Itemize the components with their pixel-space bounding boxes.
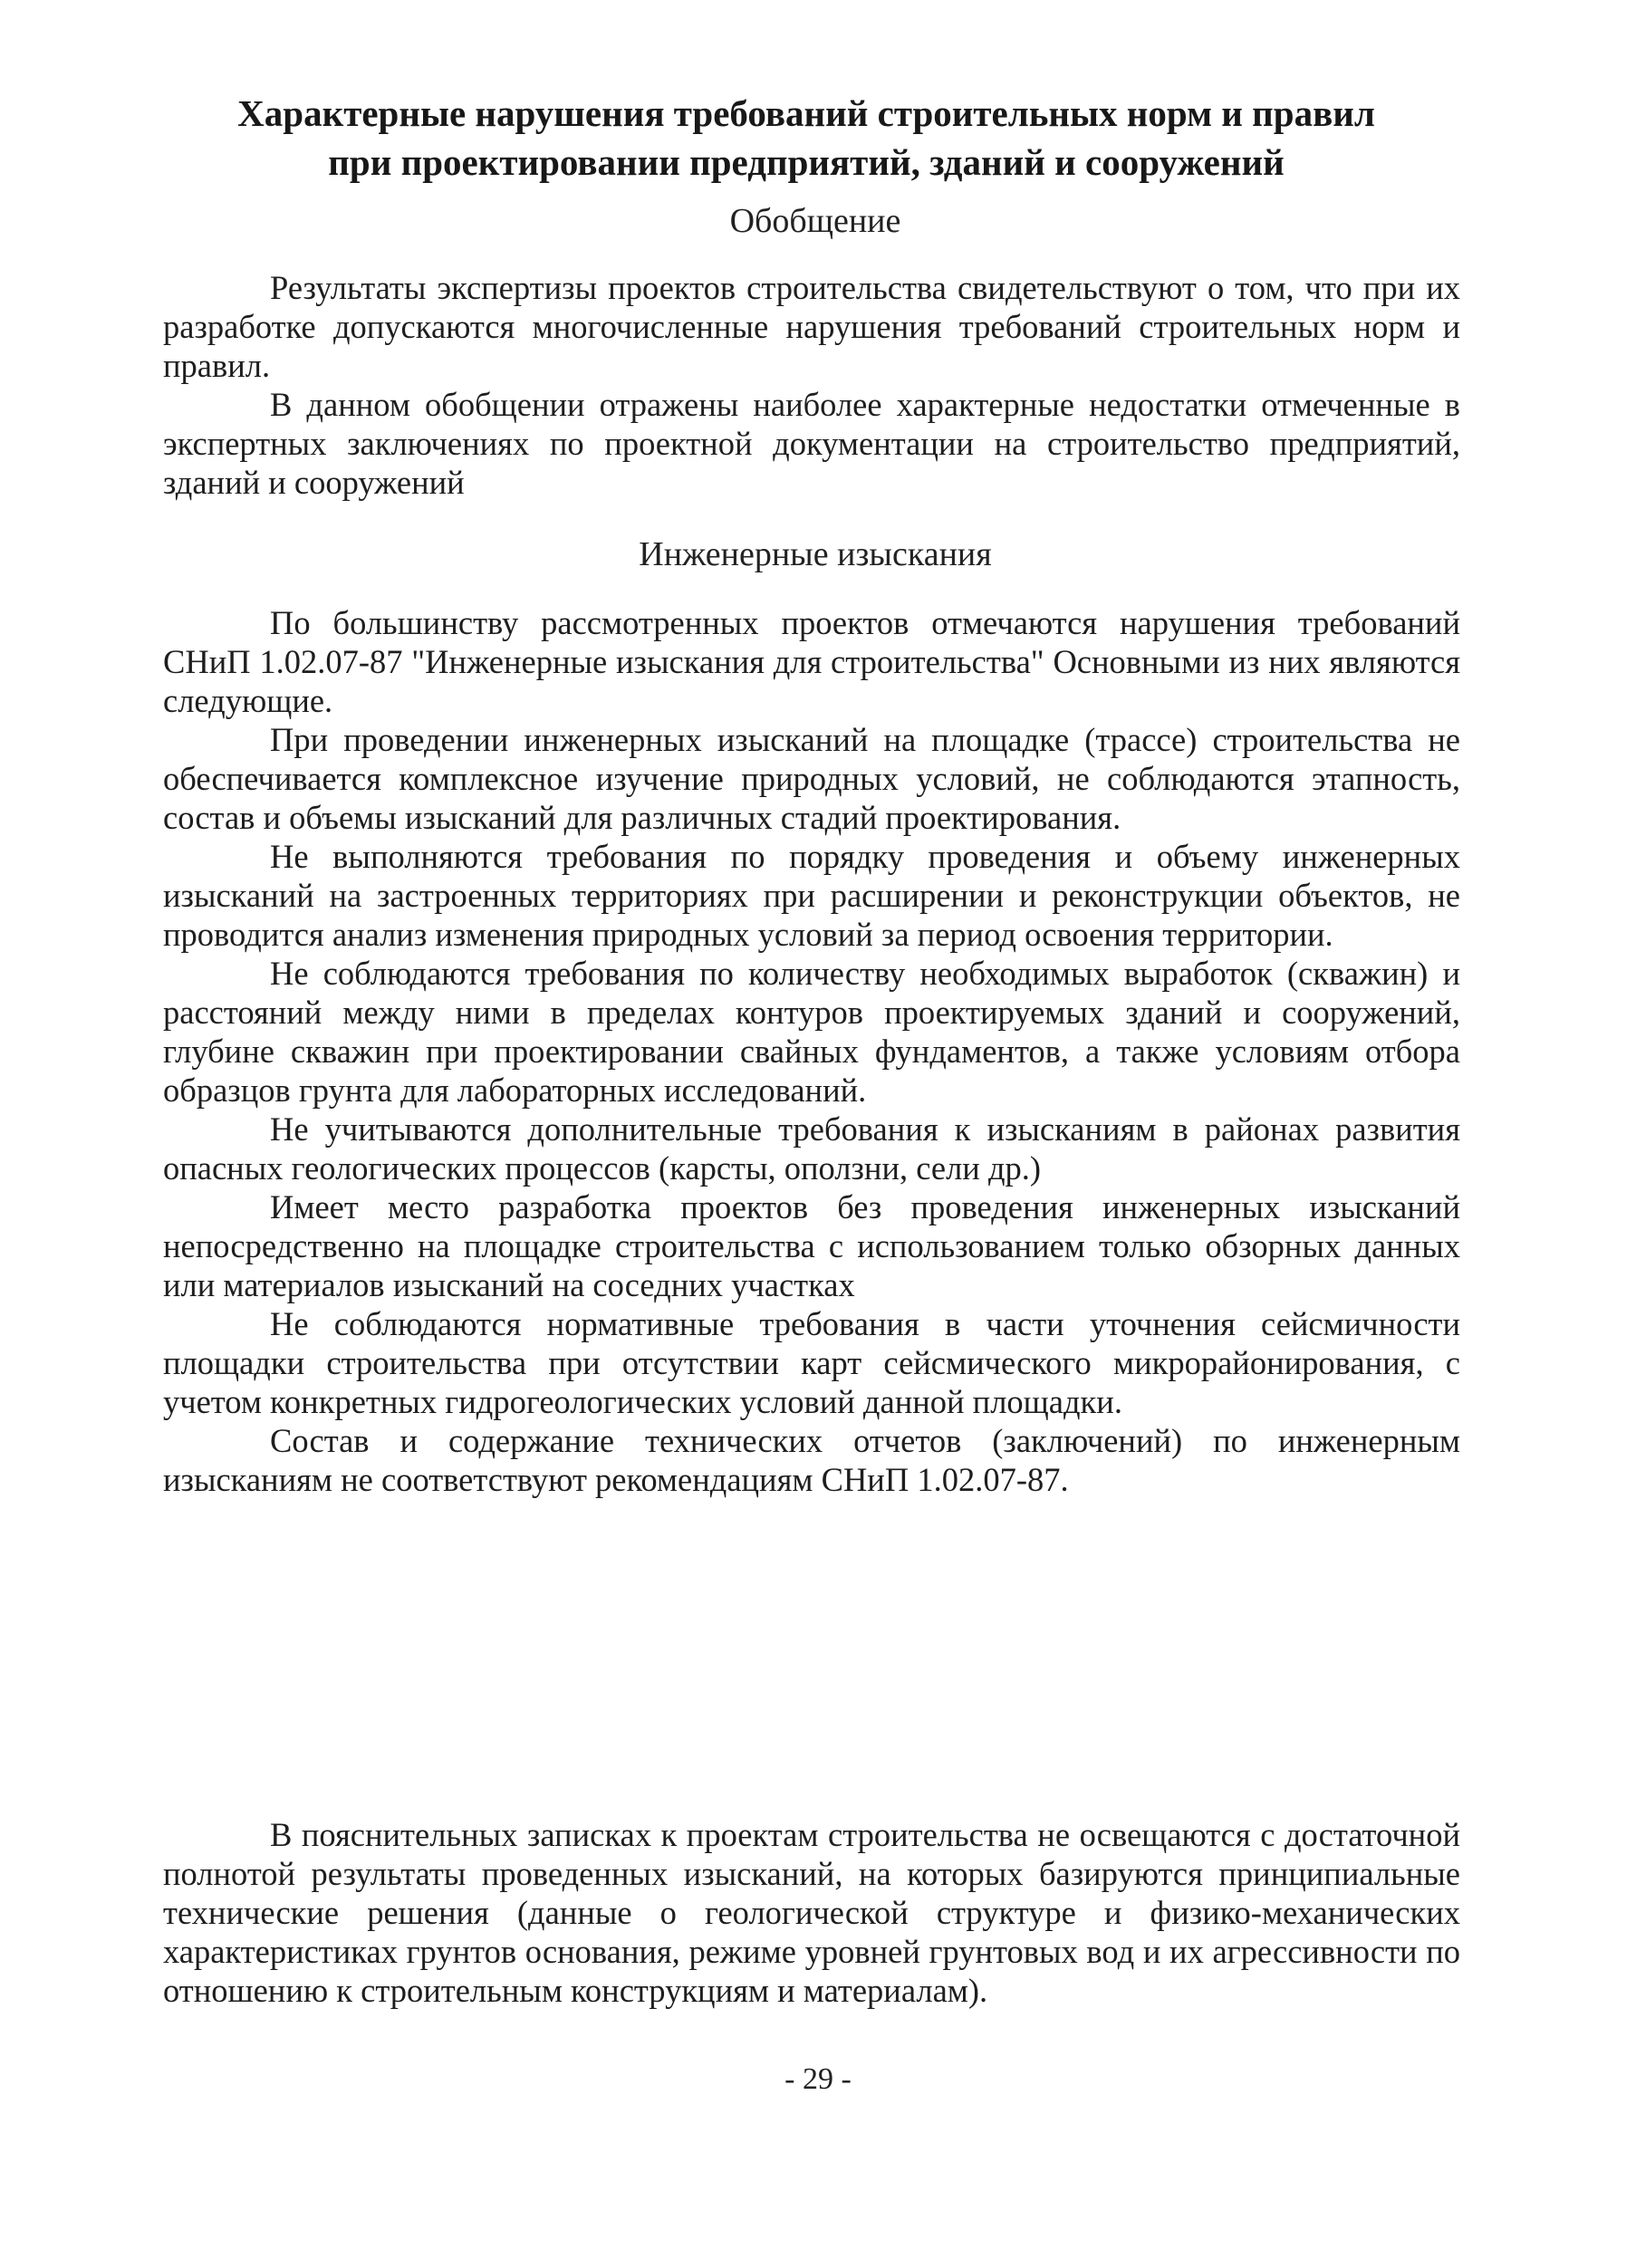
section-heading: Инженерные изыскания [639, 535, 992, 573]
document-subtitle: Обобщение [729, 202, 901, 240]
paragraph: Состав и содержание технических отчетов (заключений) по инженерным изысканиям не соответствуют рекомендациям СНиП 1.02.07-87. [163, 1422, 1460, 1498]
paragraph: Не соблюдаются нормативные требования в части уточнения сейсмичности площадки строительства при отсутствии карт сейсмического микрорайонирования, с учетом конкретных гидрогеологических условий данной площадки. [163, 1305, 1460, 1420]
engineering-surveys-section [163, 603, 1460, 1499]
paragraph: Не соблюдаются требования по количеству необходимых выработок (скважин) и расстояний между ними в пределах контуров проектируемых зданий и сооружений, глубине скважин при проектировании свайных фундаментов, а также условиям отбора образцов грунта для лабораторных исследований. [163, 955, 1460, 1109]
paragraph: В данном обобщении отражены наиболее характерные недостатки отмеченные в экспертных заключениях по проектной документации на строительство предприятий, зданий и сооружений [163, 386, 1460, 501]
document-title [136, 89, 1477, 187]
paragraph: При проведении инженерных изысканий на площадке (трассе) строительства не обеспечивается комплексное изучение природных условий, не соблюдаются этапность, состав и объемы изысканий для различных стадий проектирования. [163, 721, 1460, 836]
title-line-1: Характерные нарушения требований строительных норм и правил [237, 92, 1375, 134]
closing-section [163, 1815, 1460, 2010]
title-line-2: при проектировании предприятий, зданий и сооружений [328, 141, 1285, 183]
paragraph: Имеет место разработка проектов без проведения инженерных изысканий непосредственно на площадке строительства с использованием только обзорных данных или материалов изысканий на соседних участках [163, 1188, 1460, 1303]
page-number: - 29 - [784, 2062, 852, 2096]
paragraph: В пояснительных записках к проектам строительства не освещаются с достаточной полнотой результаты проведенных изысканий, на которых базируются принципиальные технические решения (данные о геологической структуре и физико-механических характеристиках грунтов основания, режиме уровней грунтовых вод и их агрессивности по отношению к строительным конструкциям и материалам). [163, 1816, 1460, 2009]
intro-section [163, 268, 1460, 502]
paragraph: По большинству рассмотренных проектов отмечаются нарушения требований СНиП 1.02.07-87 "Инженерные изыскания для строительства" Основными из них являются следующие. [163, 604, 1460, 719]
paragraph: Не учитываются дополнительные требования к изысканиям в районах развития опасных геологических процессов (карсты, оползни, сели др.) [163, 1110, 1460, 1187]
paragraph: Результаты экспертизы проектов строительства свидетельствуют о том, что при их разработке допускаются многочисленные нарушения требований строительных норм и правил. [163, 269, 1460, 384]
paragraph: Не выполняются требования по порядку проведения и объему инженерных изысканий на застроенных территориях при расширении и реконструкции объектов, не проводится анализ изменения природных условий за период освоения территории. [163, 838, 1460, 953]
